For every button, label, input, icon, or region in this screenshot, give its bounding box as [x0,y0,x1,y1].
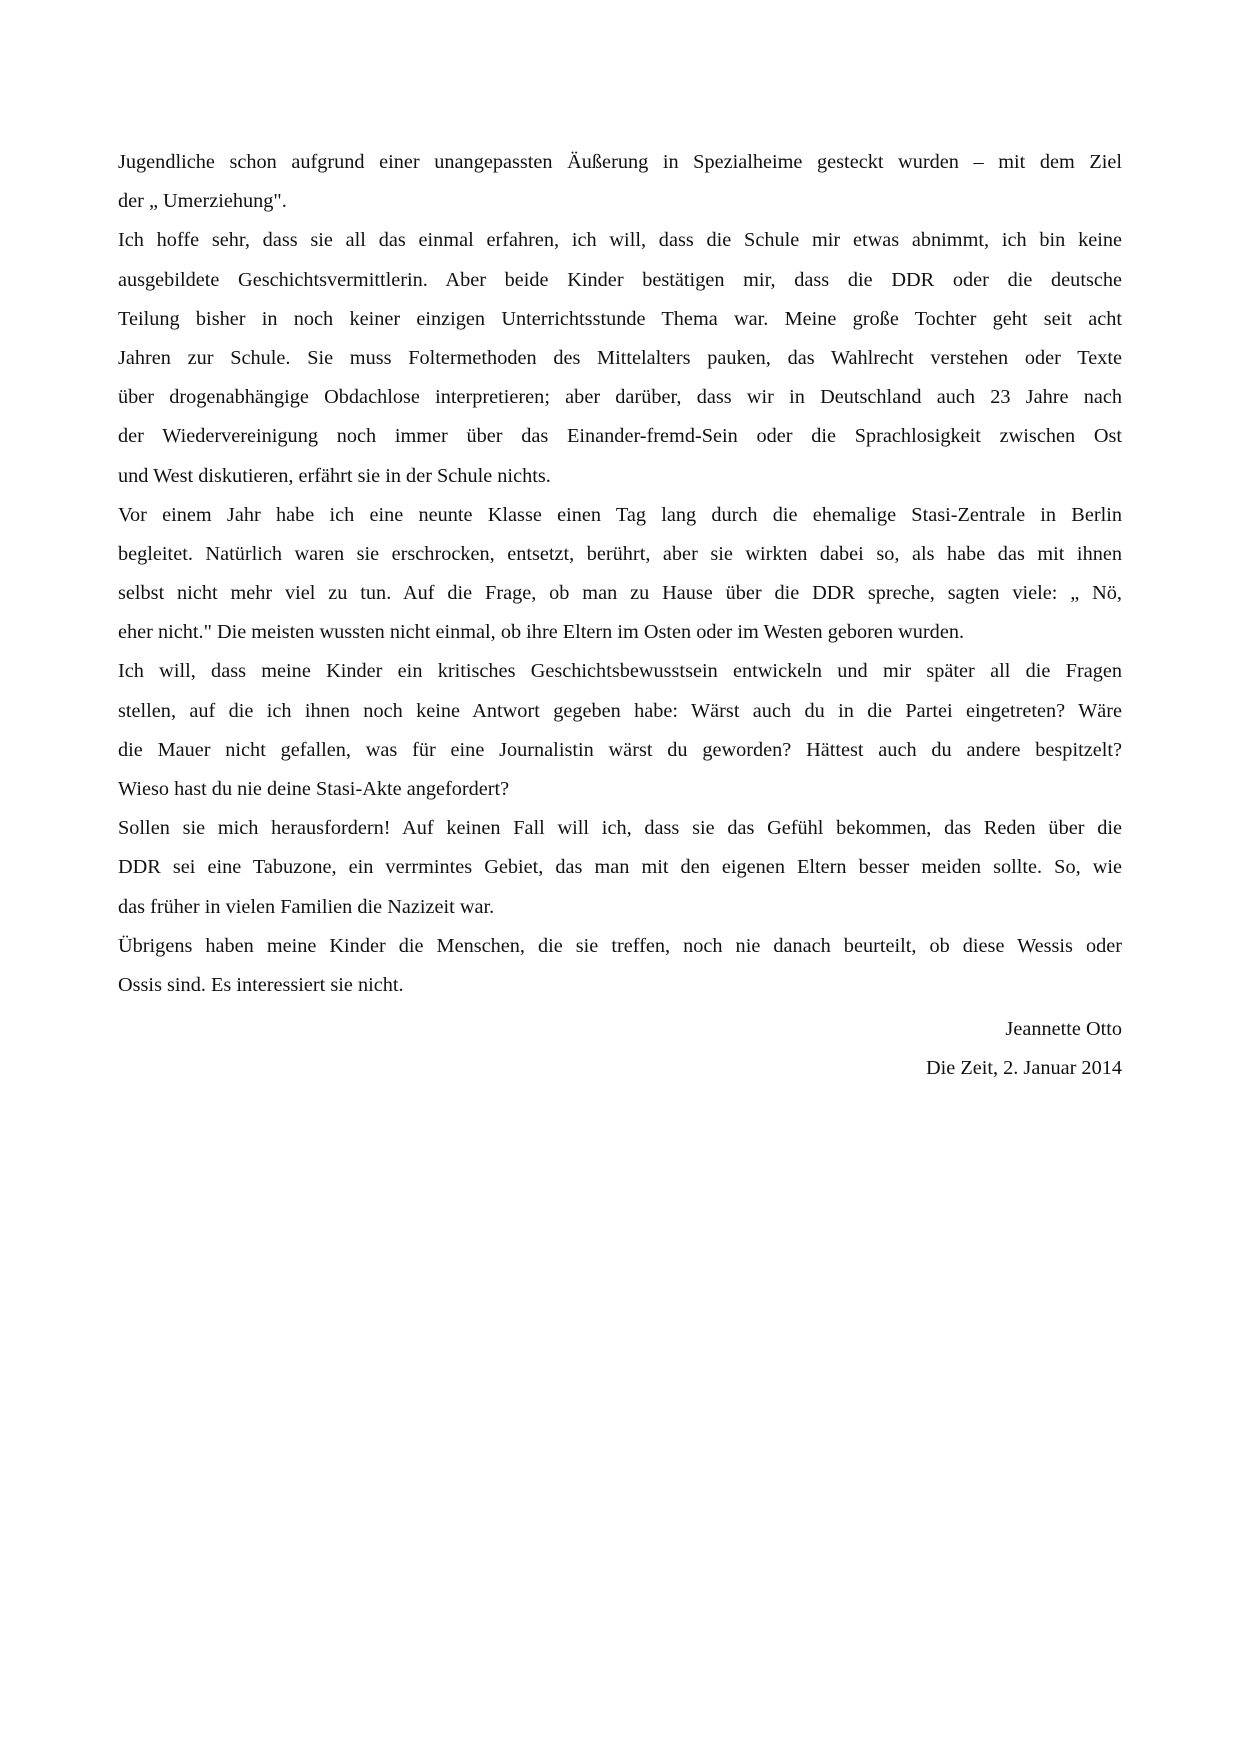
paragraph-2 [118,221,1122,495]
text-line: der Wiedervereinigung noch immer über das Einander-fremd-Sein oder die Sprachlosigkeit zwischen Ost [118,425,1122,448]
text-line: Ich will, dass meine Kinder ein kritisches Geschichtsbewusstsein entwickeln und mir später all die Fragen [118,660,1122,683]
text-line: Ossis sind. Es interessiert sie nicht. [118,973,404,996]
text-line: selbst nicht mehr viel zu tun. Auf die Frage, ob man zu Hause über die DDR spreche, sagten viele: „ Nö, [118,582,1122,605]
text-line: Ich hoffe sehr, dass sie all das einmal erfahren, ich will, dass die Schule mir etwas abnimmt, ich bin keine [118,229,1122,252]
text-line: Wieso hast du nie deine Stasi-Akte angefordert? [118,778,510,800]
text-line: über drogenabhängige Obdachlose interpretieren; aber darüber, dass wir in Deutschland auch 23 Jahre nach [118,386,1122,409]
text-line: das früher in vielen Familien die Nazizeit war. [118,895,495,918]
text-line: ausgebildete Geschichtsvermittlerin. Aber beide Kinder bestätigen mir, dass die DDR oder die deutsche [118,268,1122,291]
text-line: stellen, auf die ich ihnen noch keine Antwort gegeben habe: Wärst auch du in die Partei eingetreten? Wäre [118,699,1122,722]
paragraph-1 [118,143,1122,221]
text-line: eher nicht." Die meisten wussten nicht einmal, ob ihre Eltern im Osten oder im Westen geboren wurden. [118,621,965,644]
text-line: Jahren zur Schule. Sie muss Foltermethoden des Mittelalters pauken, das Wahlrecht verstehen oder Texte [118,346,1122,369]
text-line: begleitet. Natürlich waren sie erschrocken, entsetzt, berührt, aber sie wirkten dabei so, als habe das mit ihnen [118,542,1122,565]
text-line: Übrigens haben meine Kinder die Menschen, die sie treffen, noch nie danach beurteilt, ob diese Wessis oder [118,934,1122,957]
article-body [118,143,1122,1005]
paragraph-5 [118,809,1122,927]
text-line: der „ Umerziehung". [118,190,287,213]
text-line: DDR sei eine Tabuzone, ein verrmintes Gebiet, das man mit den eigenen Eltern besser meiden sollte. So, wie [118,856,1122,879]
text-line: Teilung bisher in noch keiner einzigen Unterrichtsstunde Thema war. Meine große Tochter geht seit acht [118,307,1122,330]
paragraph-3 [118,496,1122,653]
paragraph-6 [118,927,1122,1005]
text-line: Vor einem Jahr habe ich eine neunte Klasse einen Tag lang durch die ehemalige Stasi-Zentrale in Berlin [118,503,1122,526]
source-citation: Die Zeit, 2. Januar 2014 [926,1057,1122,1079]
paragraph-4 [118,652,1122,809]
text-line: und West diskutieren, erfährt sie in der Schule nichts. [118,464,551,487]
text-line: Jugendliche schon aufgrund einer unangepassten Äußerung in Spezialheime gesteckt wurden – mit dem Ziel [118,151,1122,173]
text-line: Sollen sie mich herausfordern! Auf keinen Fall will ich, dass sie das Gefühl bekommen, das Reden über die [118,817,1122,840]
text-line: die Mauer nicht gefallen, was für eine Journalistin wärst du geworden? Hättest auch du andere bespitzelt? [118,738,1122,761]
author-name: Jeannette Otto [1005,1018,1122,1040]
